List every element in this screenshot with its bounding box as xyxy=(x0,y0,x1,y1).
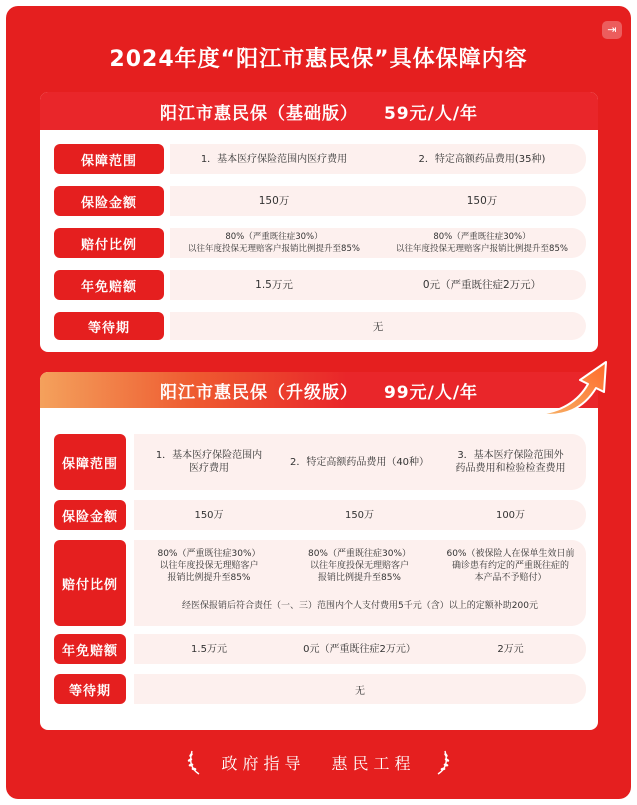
cell: 1.5万元 xyxy=(191,643,227,655)
cell xyxy=(378,228,586,258)
upgrade-row-scope xyxy=(54,434,586,490)
cell xyxy=(435,540,586,592)
cell: 100万 xyxy=(495,509,526,521)
footer-slogan xyxy=(6,748,631,776)
cell-line: 以往年度投保无理赔客户 xyxy=(309,561,409,571)
cell-line: 80%（严重既往症30%） xyxy=(433,232,531,242)
upgrade-plan-name: 阳江市惠民保（升级版） xyxy=(159,382,358,403)
cell: 2．特定高额药品费用(35种) xyxy=(418,153,546,165)
footer-text xyxy=(213,751,423,774)
upgrade-row-amount xyxy=(54,500,586,530)
basic-row-ratio xyxy=(54,228,586,258)
cell xyxy=(435,434,586,490)
cell-line: 药品费用和检验检查费用 xyxy=(455,463,566,474)
basic-plan-card xyxy=(40,92,598,352)
cell: 1.5万元 xyxy=(255,278,293,291)
row-label: 等待期 xyxy=(54,674,126,704)
cell-line: 80%（严重既往症30%） xyxy=(225,232,323,242)
basic-plan-header xyxy=(40,92,598,130)
row-label: 赔付比例 xyxy=(54,228,164,258)
upgrade-plan-price: 99元/人/年 xyxy=(383,382,479,403)
row-label: 保险金额 xyxy=(54,500,126,530)
cell xyxy=(170,228,378,258)
row-label: 年免赔额 xyxy=(54,270,164,300)
row-content xyxy=(170,186,586,216)
cell-line: 以往年度投保无理赔客户 xyxy=(159,561,259,571)
row-label: 等待期 xyxy=(54,312,164,340)
basic-row-waiting xyxy=(54,312,586,340)
row-label: 赔付比例 xyxy=(54,540,126,626)
row-content xyxy=(134,434,586,490)
row-label: 保险金额 xyxy=(54,186,164,216)
wheat-laurel-icon xyxy=(185,749,203,775)
row-content xyxy=(170,144,586,174)
upgrade-plan-header xyxy=(40,372,598,408)
basic-plan-price: 59元/人/年 xyxy=(383,103,479,124)
basic-row-amount xyxy=(54,186,586,216)
exit-icon[interactable]: ⇥ xyxy=(602,21,622,39)
cell: 0元（严重既往症2万元） xyxy=(303,643,416,655)
cell-line: 60%（被保险人在保单生效日前 xyxy=(446,549,575,559)
basic-row-deductible xyxy=(54,270,586,300)
cell: 150万 xyxy=(194,509,224,521)
row-label: 保障范围 xyxy=(54,144,164,174)
row-content xyxy=(134,540,586,626)
cell-line: 以往年度投保无理赔客户报销比例提升至85% xyxy=(396,244,568,254)
cell: 0元（严重既往症2万元） xyxy=(422,278,542,291)
upgrade-row-deductible xyxy=(54,634,586,664)
row-label: 保障范围 xyxy=(54,434,126,490)
upgrade-row-waiting xyxy=(54,674,586,704)
cell-line: 以往年度投保无理赔客户报销比例提升至85% xyxy=(188,244,360,254)
row-content xyxy=(170,270,586,300)
cell: 150万 xyxy=(344,509,375,521)
row-content: 无 xyxy=(170,312,586,340)
upgrade-row-ratio xyxy=(54,540,586,626)
row-content xyxy=(134,500,586,530)
cell: 150万 xyxy=(466,194,498,207)
row-content: 无 xyxy=(134,674,586,704)
footer-part2: 惠民工程 xyxy=(331,753,416,773)
cell-line: 确诊患有约定的严重既往症的 xyxy=(451,561,569,571)
cell: 1．基本医疗保险范围内医疗费用 xyxy=(200,153,348,165)
cell xyxy=(134,540,284,592)
subsidy-note: 经医保报销后符合责任（一、三）范围内个人支付费用5千元（含）以上的定额补助200元 xyxy=(182,601,538,611)
page-title: 2024年度“阳江市惠民保”具体保障内容 xyxy=(109,47,528,72)
cell-line: 3．基本医疗保险范围外 xyxy=(457,450,564,461)
row-content xyxy=(134,634,586,664)
cell-line: 医疗费用 xyxy=(189,463,229,474)
basic-plan-name: 阳江市惠民保（基础版） xyxy=(159,103,358,124)
curved-arrow-icon xyxy=(534,356,614,420)
wheat-laurel-icon xyxy=(434,749,452,775)
cell-line: 本产品不予赔付） xyxy=(474,573,547,583)
cell-line: 80%（严重既往症30%） xyxy=(157,549,261,559)
basic-row-scope xyxy=(54,144,586,174)
cell-line: 报销比例提升至85% xyxy=(167,573,251,583)
cell-line: 80%（严重既往症30%） xyxy=(307,549,411,559)
cell: 2．特定高额药品费用（40种） xyxy=(289,456,430,468)
cell: 2万元 xyxy=(497,643,524,655)
row-label: 年免赔额 xyxy=(54,634,126,664)
row-content xyxy=(170,228,586,258)
cell-line: 报销比例提升至85% xyxy=(317,573,401,583)
cell xyxy=(284,540,435,592)
poster-background xyxy=(6,6,631,799)
cell xyxy=(134,434,284,490)
cell: 150万 xyxy=(258,194,290,207)
footer-part1: 政府指导 xyxy=(221,753,306,773)
cell-line: 1．基本医疗保险范围内 xyxy=(155,450,263,461)
upgrade-plan-card xyxy=(40,372,598,730)
